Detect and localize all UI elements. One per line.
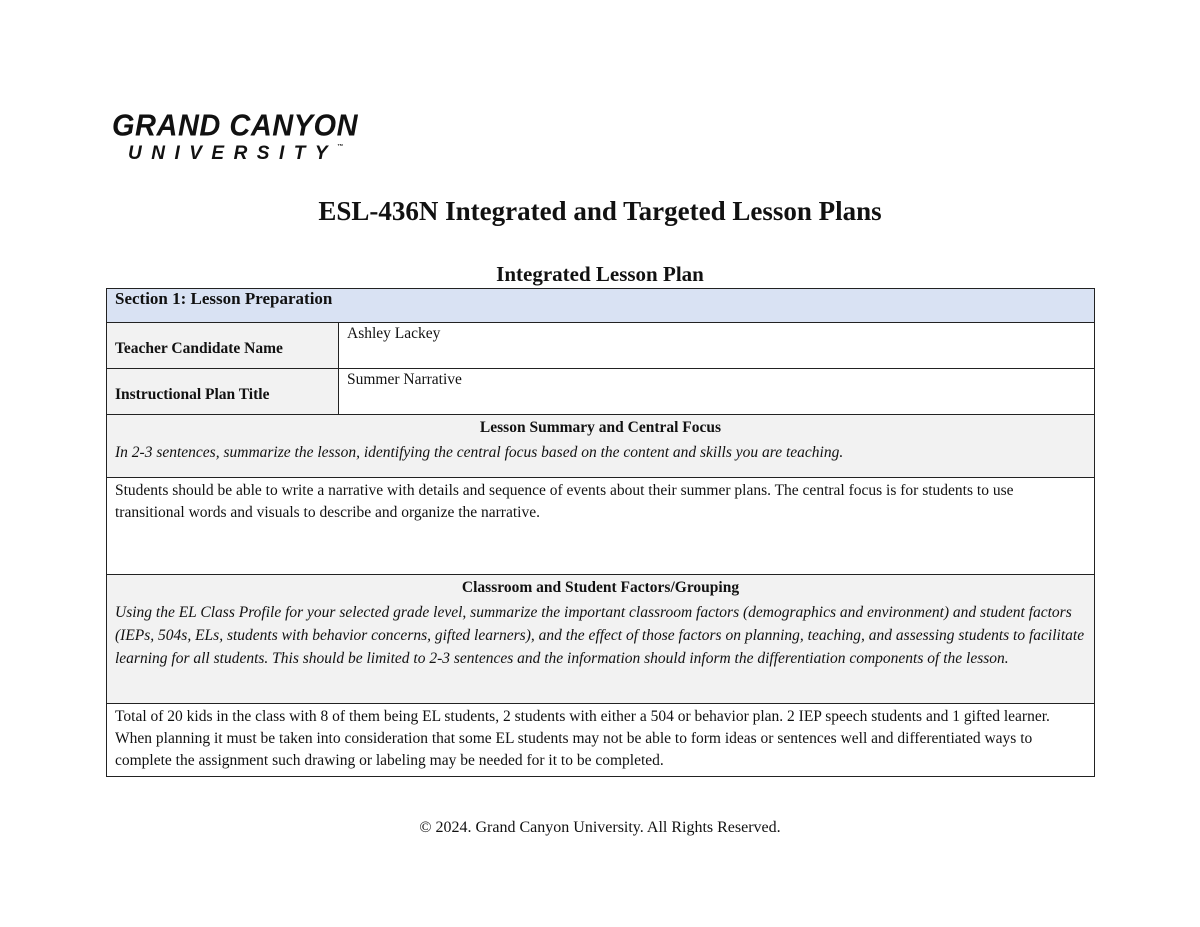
table-row xyxy=(107,415,1095,478)
table-row xyxy=(107,323,1095,369)
factors-answer-cell[interactable] xyxy=(107,704,1095,777)
section-header-row xyxy=(107,289,1095,323)
plan-title-label: Instructional Plan Title xyxy=(107,369,339,415)
copyright-footer: © 2024. Grand Canyon University. All Rights Reserved. xyxy=(419,819,781,836)
summary-answer: Students should be able to write a narrative with details and sequence of events about their summer plans. The central focus is for students to use transitional words and visuals to describe and organize the narrative. xyxy=(115,482,1014,521)
teacher-name-label: Teacher Candidate Name xyxy=(107,323,339,369)
factors-heading: Classroom and Student Factors/Grouping xyxy=(461,579,740,596)
plan-title-field[interactable]: Summer Narrative xyxy=(339,369,1095,415)
summary-heading: Lesson Summary and Central Focus xyxy=(479,419,722,436)
factors-prompt: Using the EL Class Profile for your selected grade level, summarize the important classroom factors (demographics and environment) and student factors (IEPs, 504s, ELs, students with behavior concerns, gifted learners), and the effect of those factors on planning, teaching, and assessing students to facilitate learning for all students. This should be limited to 2-3 sentences and the information should inform the differentiation components of the lesson. xyxy=(115,604,1085,667)
university-logo xyxy=(112,109,372,164)
trademark-icon: ™ xyxy=(337,144,344,150)
teacher-name-field[interactable]: Ashley Lackey xyxy=(339,323,1095,369)
logo-line-1: GRAND CANYON xyxy=(112,109,359,143)
factors-answer: Total of 20 kids in the class with 8 of them being EL students, 2 students with either a 504 or behavior plan. 2 IEP speech students and 1 gifted learner. When planning it must be taken into consideration that some EL students may not be able to form ideas or sentences well and differentiated ways to complete the assignment such drawing or labeling may be needed for it to be completed. xyxy=(115,708,1050,769)
table-row xyxy=(107,369,1095,415)
summary-answer-cell[interactable] xyxy=(107,478,1095,575)
table-row xyxy=(107,478,1095,575)
summary-prompt-cell xyxy=(107,415,1095,478)
logo-university-text: UNIVERSITY xyxy=(128,143,338,164)
summary-prompt: In 2-3 sentences, summarize the lesson, identifying the central focus based on the content and skills you are teaching. xyxy=(115,444,844,461)
table-row xyxy=(107,575,1095,704)
factors-prompt-cell xyxy=(107,575,1095,704)
document-title: ESL-436N Integrated and Targeted Lesson Plans xyxy=(318,196,882,226)
document-subtitle: Integrated Lesson Plan xyxy=(496,262,704,286)
logo-line-2 xyxy=(128,144,372,163)
lesson-plan-table xyxy=(106,288,1095,777)
section-1-header: Section 1: Lesson Preparation xyxy=(107,289,1095,323)
table-row xyxy=(107,704,1095,777)
